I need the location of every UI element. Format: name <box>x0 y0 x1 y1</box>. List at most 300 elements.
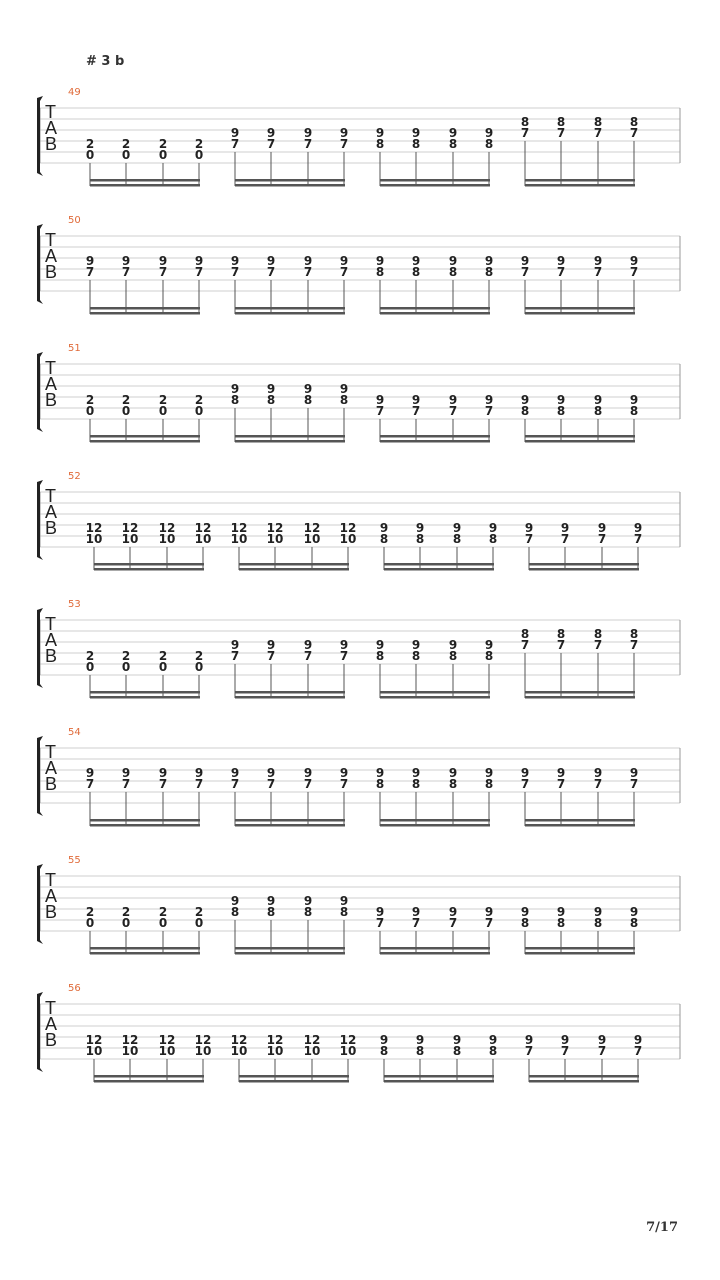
beam <box>94 563 204 566</box>
fret-number: 7 <box>194 265 204 279</box>
fret-number: 8 <box>448 649 458 663</box>
beam <box>380 440 490 443</box>
fret-number: 9 <box>266 766 276 780</box>
fret-number: 2 <box>194 137 204 151</box>
fret-number: 12 <box>121 521 139 535</box>
fret-number: 7 <box>484 404 494 418</box>
fret-number: 2 <box>85 905 95 919</box>
fret-number: 7 <box>303 777 313 791</box>
fret-number: 7 <box>633 532 643 546</box>
fret-number: 9 <box>411 126 421 140</box>
beam <box>235 819 345 822</box>
beam <box>380 824 490 827</box>
fret-number: 8 <box>593 404 603 418</box>
page-indicator: 7/17 <box>646 1220 678 1235</box>
fret-number: 0 <box>121 916 131 930</box>
fret-number: 7 <box>560 1044 570 1058</box>
fret-number: 8 <box>411 649 421 663</box>
fret-number: 2 <box>121 137 131 151</box>
fret-number: 12 <box>85 521 103 535</box>
beam <box>90 696 200 699</box>
fret-number: 9 <box>411 638 421 652</box>
fret-number: 7 <box>629 638 639 652</box>
beam <box>384 563 494 566</box>
fret-number: 9 <box>415 521 425 535</box>
beam <box>90 824 200 827</box>
fret-number: 7 <box>593 638 603 652</box>
fret-number: 8 <box>411 777 421 791</box>
fret-number: 7 <box>556 777 566 791</box>
fret-number: 9 <box>85 254 95 268</box>
fret-number: 7 <box>266 649 276 663</box>
fret-number: 9 <box>303 894 313 908</box>
system-53 <box>37 599 680 699</box>
fret-number: 9 <box>230 254 240 268</box>
beam <box>380 952 490 955</box>
fret-number: 7 <box>556 265 566 279</box>
beam <box>384 568 494 571</box>
beam <box>525 952 635 955</box>
fret-number: 9 <box>415 1033 425 1047</box>
fret-number: 9 <box>375 905 385 919</box>
fret-number: 10 <box>194 532 212 546</box>
fret-number: 8 <box>484 137 494 151</box>
fret-number: 8 <box>415 1044 425 1058</box>
fret-number: 9 <box>266 638 276 652</box>
tab-clef-letter: A <box>45 246 58 266</box>
fret-number: 10 <box>158 532 176 546</box>
fret-number: 9 <box>339 766 349 780</box>
tab-clef-letter: T <box>45 614 56 634</box>
fret-number: 9 <box>303 766 313 780</box>
tab-clef-letter: A <box>45 1014 58 1034</box>
fret-number: 8 <box>375 777 385 791</box>
fret-number: 9 <box>560 1033 570 1047</box>
fret-number: 12 <box>194 1033 212 1047</box>
fret-number: 7 <box>266 265 276 279</box>
measure-number: 54 <box>68 727 81 738</box>
beam <box>90 440 200 443</box>
fret-number: 7 <box>593 265 603 279</box>
beam <box>384 1075 494 1078</box>
fret-number: 7 <box>629 777 639 791</box>
fret-number: 7 <box>85 265 95 279</box>
fret-number: 9 <box>411 393 421 407</box>
fret-number: 7 <box>375 916 385 930</box>
fret-number: 9 <box>520 905 530 919</box>
fret-number: 8 <box>266 393 276 407</box>
fret-number: 10 <box>339 532 357 546</box>
fret-number: 7 <box>593 777 603 791</box>
fret-number: 9 <box>556 905 566 919</box>
tab-clef-letter: T <box>45 358 56 378</box>
fret-number: 9 <box>375 766 385 780</box>
fret-number: 8 <box>629 404 639 418</box>
fret-number: 9 <box>593 254 603 268</box>
beam <box>235 179 345 182</box>
beam <box>380 696 490 699</box>
fret-number: 7 <box>230 265 240 279</box>
fret-number: 8 <box>520 916 530 930</box>
fret-number: 9 <box>158 254 168 268</box>
fret-number: 0 <box>158 148 168 162</box>
beam <box>94 568 204 571</box>
fret-number: 0 <box>194 916 204 930</box>
fret-number: 7 <box>303 265 313 279</box>
fret-number: 7 <box>633 1044 643 1058</box>
beam <box>525 307 635 310</box>
fret-number: 9 <box>484 766 494 780</box>
fret-number: 9 <box>633 1033 643 1047</box>
fret-number: 10 <box>85 532 103 546</box>
fret-number: 9 <box>629 254 639 268</box>
fret-number: 2 <box>158 905 168 919</box>
fret-number: 9 <box>556 766 566 780</box>
system-51 <box>37 343 680 443</box>
beam <box>525 312 635 315</box>
fret-number: 7 <box>629 265 639 279</box>
beam <box>380 819 490 822</box>
fret-number: 12 <box>303 521 321 535</box>
tab-clef-letter: A <box>45 630 58 650</box>
fret-number: 0 <box>158 916 168 930</box>
fret-number: 8 <box>556 627 566 641</box>
fret-number: 9 <box>303 382 313 396</box>
beam <box>239 568 349 571</box>
fret-number: 9 <box>633 521 643 535</box>
fret-number: 9 <box>339 638 349 652</box>
fret-number: 10 <box>339 1044 357 1058</box>
fret-number: 12 <box>85 1033 103 1047</box>
fret-number: 12 <box>266 1033 284 1047</box>
fret-number: 2 <box>194 649 204 663</box>
beam <box>235 952 345 955</box>
fret-number: 12 <box>158 1033 176 1047</box>
system-56 <box>37 983 680 1083</box>
fret-number: 9 <box>411 254 421 268</box>
fret-number: 10 <box>230 532 248 546</box>
beam <box>525 824 635 827</box>
fret-number: 0 <box>194 148 204 162</box>
beam <box>235 947 345 950</box>
fret-number: 10 <box>121 1044 139 1058</box>
fret-number: 8 <box>379 532 389 546</box>
fret-number: 9 <box>303 254 313 268</box>
fret-number: 9 <box>452 521 462 535</box>
beam <box>380 312 490 315</box>
fret-number: 7 <box>339 649 349 663</box>
beam <box>94 1075 204 1078</box>
fret-number: 0 <box>85 404 95 418</box>
tab-clef-letter: A <box>45 502 58 522</box>
beam <box>380 179 490 182</box>
beam <box>529 1080 639 1083</box>
fret-number: 12 <box>339 521 357 535</box>
fret-number: 9 <box>121 766 131 780</box>
fret-number: 9 <box>488 1033 498 1047</box>
beam <box>239 563 349 566</box>
fret-number: 7 <box>339 265 349 279</box>
fret-number: 10 <box>303 1044 321 1058</box>
tab-clef-letter: B <box>45 646 58 666</box>
fret-number: 10 <box>230 1044 248 1058</box>
fret-number: 9 <box>411 905 421 919</box>
fret-number: 7 <box>520 265 530 279</box>
fret-number: 2 <box>194 393 204 407</box>
beam <box>90 952 200 955</box>
fret-number: 9 <box>230 126 240 140</box>
fret-number: 9 <box>266 254 276 268</box>
fret-number: 2 <box>85 393 95 407</box>
fret-number: 9 <box>339 382 349 396</box>
system-54 <box>37 727 680 827</box>
fret-number: 8 <box>484 649 494 663</box>
fret-number: 9 <box>560 521 570 535</box>
fret-number: 7 <box>121 265 131 279</box>
fret-number: 9 <box>448 126 458 140</box>
fret-number: 7 <box>230 649 240 663</box>
fret-number: 9 <box>411 766 421 780</box>
beam <box>529 563 639 566</box>
fret-number: 8 <box>593 916 603 930</box>
beam <box>384 1080 494 1083</box>
beam <box>94 1080 204 1083</box>
beam <box>525 696 635 699</box>
beam <box>90 307 200 310</box>
fret-number: 0 <box>121 404 131 418</box>
beam <box>529 568 639 571</box>
tab-clef-letter: T <box>45 998 56 1018</box>
fret-number: 8 <box>520 115 530 129</box>
measure-number: 50 <box>68 215 81 226</box>
fret-number: 9 <box>266 894 276 908</box>
fret-number: 9 <box>556 393 566 407</box>
fret-number: 12 <box>230 1033 248 1047</box>
fret-number: 7 <box>629 126 639 140</box>
fret-number: 8 <box>303 393 313 407</box>
fret-number: 7 <box>375 404 385 418</box>
fret-number: 8 <box>556 404 566 418</box>
fret-number: 9 <box>303 638 313 652</box>
fret-number: 8 <box>339 905 349 919</box>
fret-number: 9 <box>448 766 458 780</box>
beam <box>239 1075 349 1078</box>
fret-number: 7 <box>194 777 204 791</box>
fret-number: 9 <box>230 894 240 908</box>
fret-number: 9 <box>597 521 607 535</box>
tab-clef-letter: T <box>45 230 56 250</box>
fret-number: 8 <box>230 905 240 919</box>
fret-number: 7 <box>121 777 131 791</box>
fret-number: 9 <box>484 126 494 140</box>
fret-number: 8 <box>411 137 421 151</box>
beam <box>525 184 635 187</box>
fret-number: 2 <box>158 649 168 663</box>
fret-number: 9 <box>266 126 276 140</box>
beam <box>235 435 345 438</box>
fret-number: 0 <box>85 660 95 674</box>
fret-number: 9 <box>85 766 95 780</box>
fret-number: 2 <box>194 905 204 919</box>
fret-number: 10 <box>85 1044 103 1058</box>
fret-number: 9 <box>448 905 458 919</box>
fret-number: 7 <box>230 137 240 151</box>
fret-number: 9 <box>629 905 639 919</box>
fret-number: 9 <box>524 1033 534 1047</box>
beam <box>90 312 200 315</box>
beam <box>239 1080 349 1083</box>
tab-clef-letter: B <box>45 262 58 282</box>
fret-number: 7 <box>520 638 530 652</box>
fret-number: 2 <box>121 649 131 663</box>
fret-number: 9 <box>375 126 385 140</box>
fret-number: 8 <box>339 393 349 407</box>
fret-number: 2 <box>121 905 131 919</box>
fret-number: 8 <box>520 627 530 641</box>
fret-number: 8 <box>629 627 639 641</box>
fret-number: 8 <box>266 905 276 919</box>
beam <box>235 440 345 443</box>
fret-number: 9 <box>303 126 313 140</box>
fret-number: 8 <box>452 1044 462 1058</box>
fret-number: 9 <box>230 638 240 652</box>
fret-number: 2 <box>121 393 131 407</box>
fret-number: 12 <box>158 521 176 535</box>
fret-number: 9 <box>158 766 168 780</box>
system-52 <box>37 471 680 571</box>
fret-number: 8 <box>375 649 385 663</box>
fret-number: 7 <box>593 126 603 140</box>
fret-number: 12 <box>339 1033 357 1047</box>
fret-number: 10 <box>158 1044 176 1058</box>
fret-number: 0 <box>194 404 204 418</box>
fret-number: 8 <box>629 916 639 930</box>
tab-clef-letter: B <box>45 518 58 538</box>
fret-number: 7 <box>303 137 313 151</box>
beam <box>380 307 490 310</box>
fret-number: 9 <box>379 521 389 535</box>
fret-number: 12 <box>303 1033 321 1047</box>
fret-number: 8 <box>448 137 458 151</box>
fret-number: 9 <box>556 254 566 268</box>
fret-number: 7 <box>411 916 421 930</box>
fret-number: 8 <box>415 532 425 546</box>
fret-number: 12 <box>121 1033 139 1047</box>
fret-number: 7 <box>556 638 566 652</box>
fret-number: 7 <box>520 126 530 140</box>
beam <box>235 691 345 694</box>
fret-number: 7 <box>266 777 276 791</box>
beam <box>235 312 345 315</box>
fret-number: 10 <box>266 532 284 546</box>
fret-number: 0 <box>158 404 168 418</box>
measure-number: 53 <box>68 599 81 610</box>
system-49 <box>37 87 680 187</box>
beam <box>525 819 635 822</box>
beam <box>529 1075 639 1078</box>
fret-number: 9 <box>629 766 639 780</box>
fret-number: 9 <box>520 393 530 407</box>
fret-number: 7 <box>448 404 458 418</box>
fret-number: 9 <box>339 254 349 268</box>
fret-number: 8 <box>593 627 603 641</box>
measure-number: 52 <box>68 471 81 482</box>
beam <box>380 947 490 950</box>
fret-number: 7 <box>230 777 240 791</box>
beam <box>90 179 200 182</box>
measure-number: 51 <box>68 343 81 354</box>
fret-number: 9 <box>484 254 494 268</box>
fret-number: 8 <box>303 905 313 919</box>
fret-number: 9 <box>520 766 530 780</box>
beam <box>90 435 200 438</box>
fret-number: 7 <box>597 1044 607 1058</box>
fret-number: 7 <box>556 126 566 140</box>
fret-number: 10 <box>303 532 321 546</box>
fret-number: 7 <box>560 532 570 546</box>
fret-number: 7 <box>524 532 534 546</box>
fret-number: 8 <box>375 265 385 279</box>
beam <box>235 824 345 827</box>
fret-number: 12 <box>266 521 284 535</box>
fret-number: 9 <box>484 905 494 919</box>
fret-number: 9 <box>379 1033 389 1047</box>
beam <box>90 184 200 187</box>
fret-number: 9 <box>230 766 240 780</box>
fret-number: 9 <box>484 393 494 407</box>
fret-number: 10 <box>121 532 139 546</box>
fret-number: 7 <box>303 649 313 663</box>
fret-number: 2 <box>158 137 168 151</box>
fret-number: 9 <box>484 638 494 652</box>
fret-number: 7 <box>597 532 607 546</box>
tab-clef-letter: A <box>45 374 58 394</box>
fret-number: 10 <box>194 1044 212 1058</box>
fret-number: 7 <box>339 137 349 151</box>
fret-number: 10 <box>266 1044 284 1058</box>
fret-number: 8 <box>593 115 603 129</box>
fret-number: 9 <box>339 126 349 140</box>
fret-number: 0 <box>121 148 131 162</box>
fret-number: 0 <box>194 660 204 674</box>
fret-number: 9 <box>448 638 458 652</box>
tab-clef-letter: T <box>45 486 56 506</box>
fret-number: 8 <box>375 137 385 151</box>
fret-number: 9 <box>121 254 131 268</box>
fret-number: 8 <box>484 265 494 279</box>
fret-number: 9 <box>520 254 530 268</box>
measure-number: 55 <box>68 855 81 866</box>
beam <box>90 819 200 822</box>
fret-number: 7 <box>520 777 530 791</box>
fret-number: 8 <box>411 265 421 279</box>
fret-number: 7 <box>411 404 421 418</box>
fret-number: 8 <box>448 777 458 791</box>
fret-number: 9 <box>593 766 603 780</box>
fret-number: 9 <box>266 382 276 396</box>
fret-number: 9 <box>452 1033 462 1047</box>
fret-number: 9 <box>375 254 385 268</box>
system-55 <box>37 855 680 955</box>
fret-number: 7 <box>448 916 458 930</box>
tab-clef-letter: A <box>45 118 58 138</box>
fret-number: 7 <box>484 916 494 930</box>
fret-number: 8 <box>556 115 566 129</box>
tab-clef-letter: B <box>45 390 58 410</box>
fret-number: 7 <box>266 137 276 151</box>
fret-number: 8 <box>520 404 530 418</box>
fret-number: 8 <box>452 532 462 546</box>
